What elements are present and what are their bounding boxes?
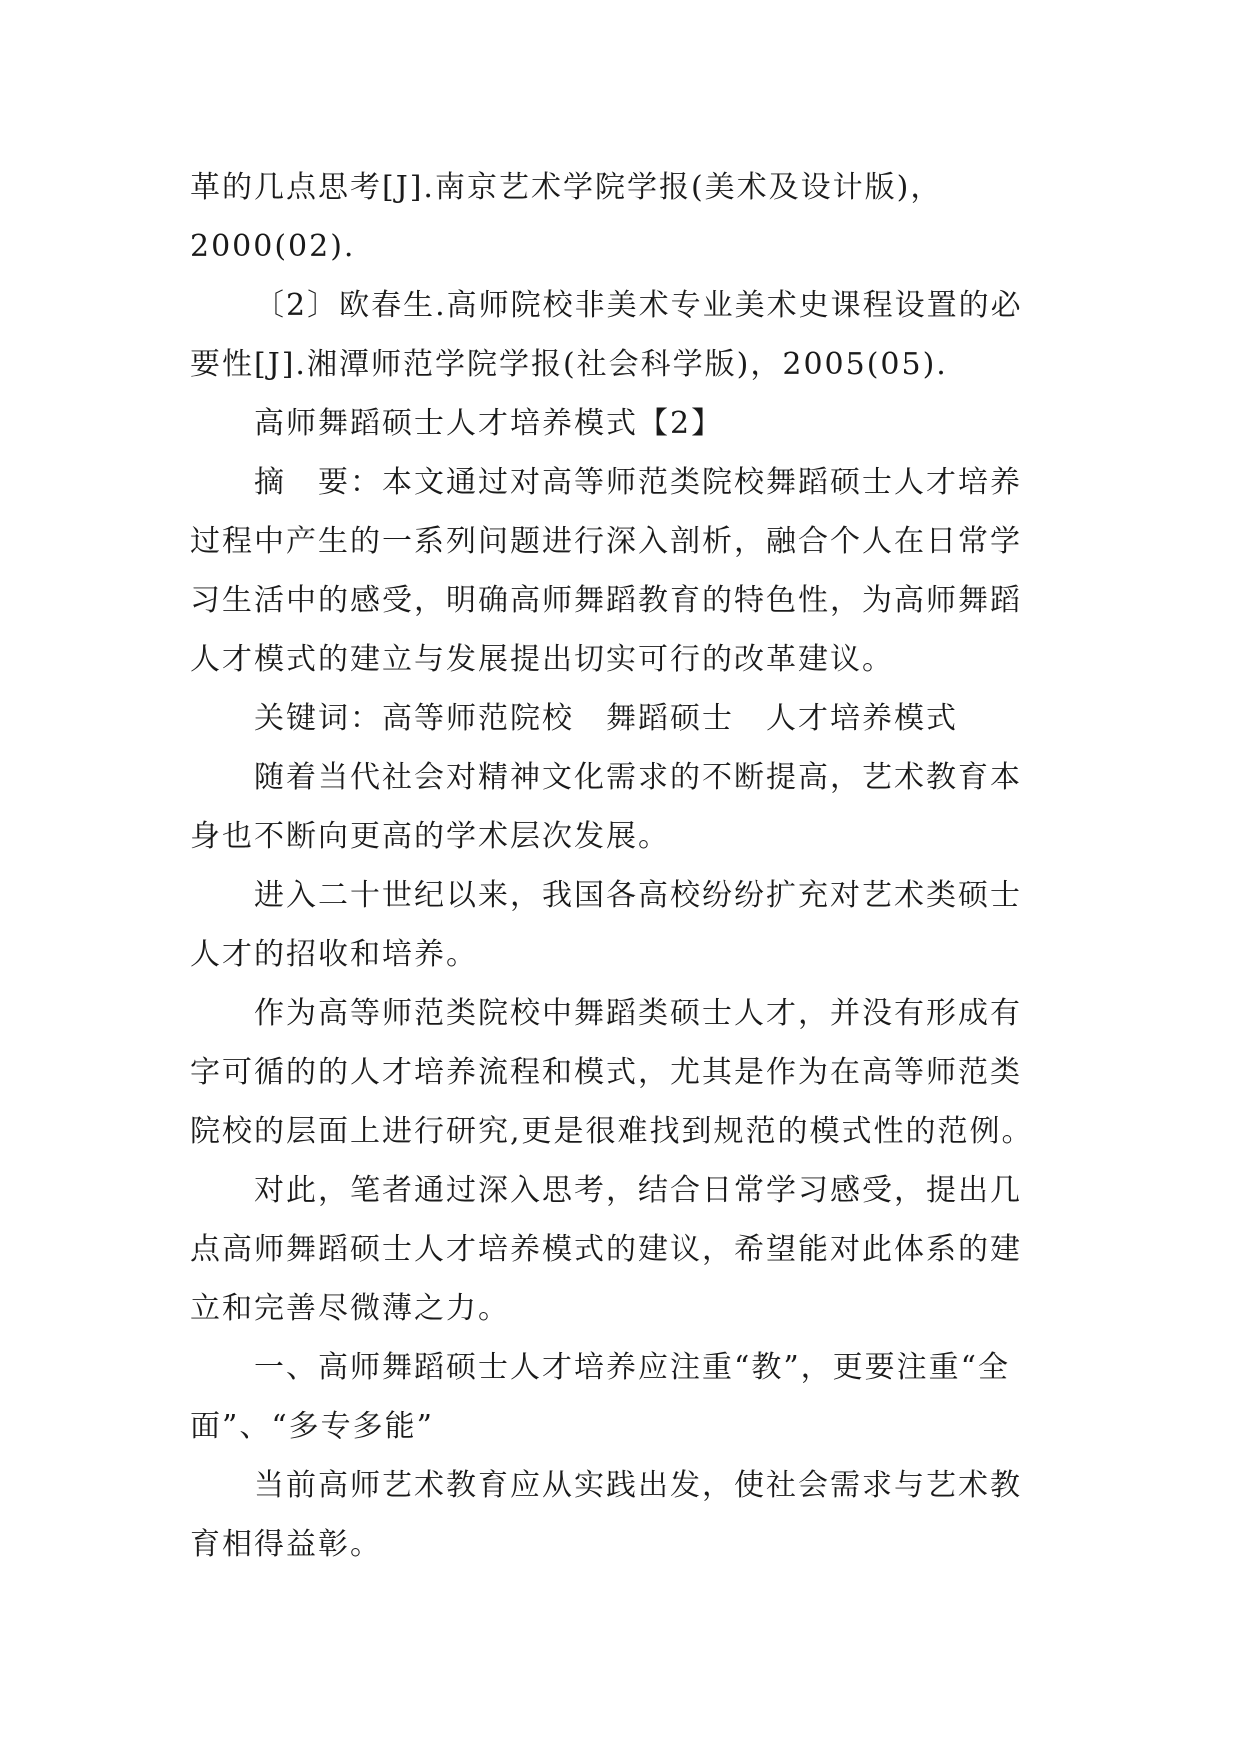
text-line: 当前高师艺术教育应从实践出发，使社会需求与艺术教 <box>254 1468 1022 1503</box>
paragraph-2 <box>190 866 1048 925</box>
text-line: 要性[J].湘潭师范学院学报(社会科学版)，2005(05). <box>190 347 948 382</box>
text-line: 人才的招收和培养。 <box>190 937 478 972</box>
text-line: 点高师舞蹈硕士人才培养模式的建议，希望能对此体系的建 <box>190 1232 1022 1267</box>
section-heading-1 <box>190 1338 1048 1397</box>
text-line: 院校的层面上进行研究,更是很难找到规范的模式性的范例。 <box>190 1114 1034 1149</box>
article-title <box>190 394 1048 453</box>
paragraph-2-continuation <box>190 925 1048 984</box>
body-text <box>190 158 1048 1574</box>
paragraph-3-continuation <box>190 1043 1048 1161</box>
abstract <box>190 453 1048 512</box>
text-line: 进入二十世纪以来，我国各高校纷纷扩充对艺术类硕士 <box>254 878 1022 913</box>
paragraph-1-continuation <box>190 807 1048 866</box>
text-line: 立和完善尽微薄之力。 <box>190 1291 510 1326</box>
reference-2-continuation <box>190 335 1048 394</box>
section-heading-1-continuation <box>190 1397 1048 1456</box>
text-line: 随着当代社会对精神文化需求的不断提高，艺术教育本 <box>254 760 1022 795</box>
text-line: 作为高等师范类院校中舞蹈类硕士人才，并没有形成有 <box>254 996 1022 1031</box>
paragraph-4-continuation <box>190 1220 1048 1338</box>
text-line: 人才模式的建立与发展提出切实可行的改革建议。 <box>190 642 894 677</box>
text-line: 一、高师舞蹈硕士人才培养应注重“教”，更要注重“全 <box>254 1350 1011 1385</box>
text-line: 摘 要：本文通过对高等师范类院校舞蹈硕士人才培养 <box>254 465 1022 500</box>
text-line: 〔2〕欧春生.高师院校非美术专业美术史课程设置的必 <box>254 288 1023 323</box>
text-line: 字可循的的人才培养流程和模式，尤其是作为在高等师范类 <box>190 1055 1022 1090</box>
paragraph-5-continuation <box>190 1515 1048 1574</box>
text-line: 育相得益彰。 <box>190 1527 382 1562</box>
abstract-continuation <box>190 512 1048 689</box>
reference-1-continuation <box>190 158 1048 276</box>
paragraph-4 <box>190 1161 1048 1220</box>
paragraph-5 <box>190 1456 1048 1515</box>
text-line: 对此，笔者通过深入思考，结合日常学习感受，提出几 <box>254 1173 1022 1208</box>
text-line: 革的几点思考[J].南京艺术学院学报(美术及设计版)， <box>190 170 943 205</box>
text-line: 过程中产生的一系列问题进行深入剖析，融合个人在日常学 <box>190 524 1022 559</box>
text-line: 身也不断向更高的学术层次发展。 <box>190 819 670 854</box>
text-line: 高师舞蹈硕士人才培养模式【2】 <box>254 406 724 441</box>
text-line: 习生活中的感受，明确高师舞蹈教育的特色性，为高师舞蹈 <box>190 583 1022 618</box>
text-line: 面”、“多专多能” <box>190 1409 435 1444</box>
text-line: 关键词：高等师范院校 舞蹈硕士 人才培养模式 <box>254 701 958 736</box>
keywords <box>190 689 1048 748</box>
text-line: 2000(02). <box>190 229 356 264</box>
paragraph-3 <box>190 984 1048 1043</box>
reference-2 <box>190 276 1048 335</box>
paragraph-1 <box>190 748 1048 807</box>
